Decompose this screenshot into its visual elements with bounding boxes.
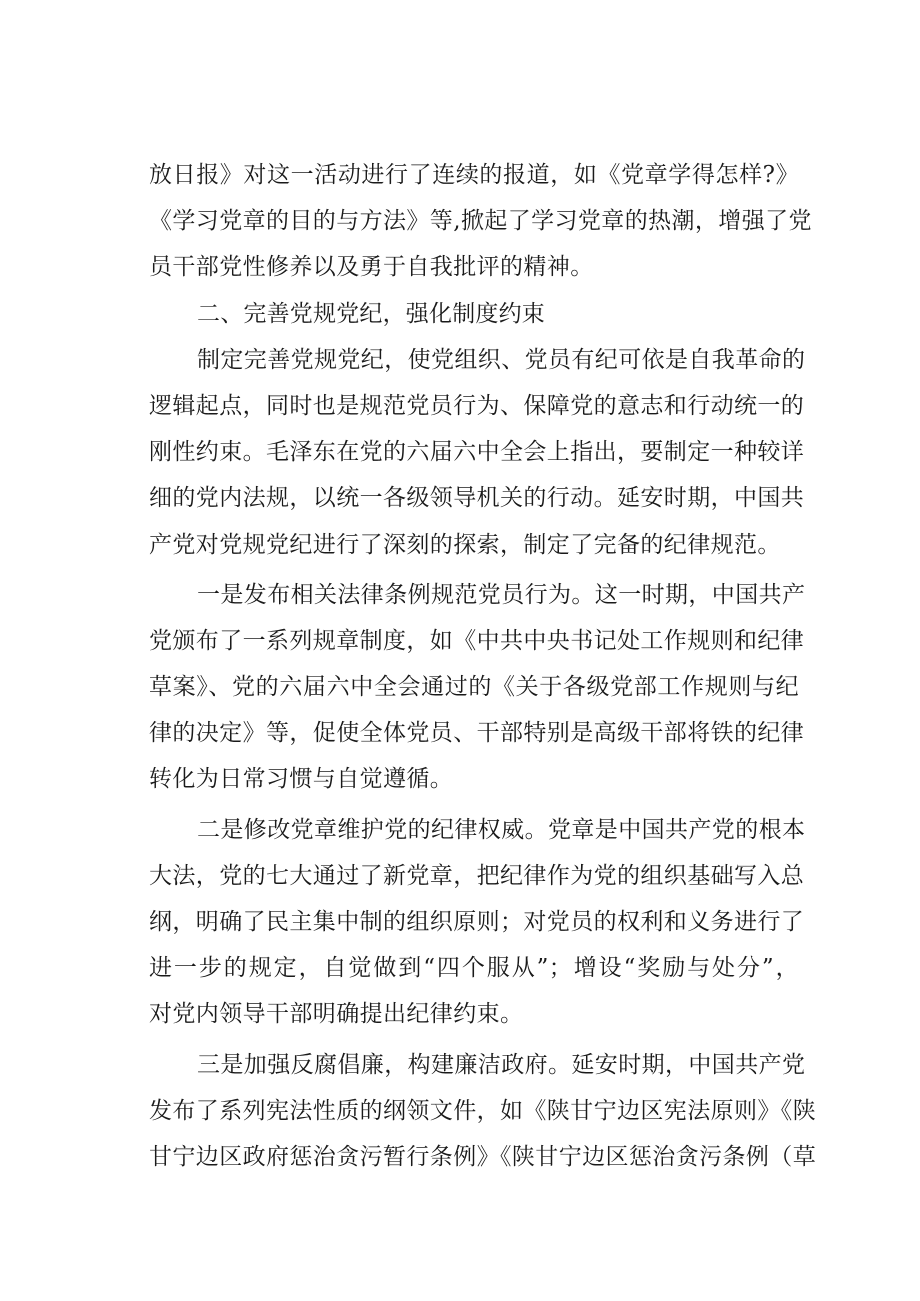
text-line: 草案》、党的六届六中全会通过的《关于各级党部工作规则与纪: [149, 674, 799, 701]
text-line: 纲，明确了民主集中制的组织原则；对党员的权利和义务进行了: [149, 909, 805, 935]
text-line: 逻辑起点，同时也是规范党员行为、保障党的意志和行动统一的: [149, 392, 805, 419]
text-line: 一是发布相关法律条例规范党员行为。这一时期，中国共产: [197, 581, 806, 608]
text-line: 党颁布了一系列规章制度，如《中共中央书记处工作规则和纪律: [149, 627, 805, 654]
paragraph-1: [149, 337, 806, 568]
text-line: 甘宁边区政府惩治贪污暂行条例》《陕甘宁边区惩治贪污条例（草: [149, 1143, 817, 1170]
text-line: 产党对党规党纪进行了深刻的探索，制定了完备的纪律规范。: [149, 531, 781, 558]
intro-paragraph: [149, 152, 812, 291]
text-line: 大法，党的七大通过了新党章，把纪律作为党的组织基础写入总: [149, 862, 805, 889]
text-line: 放日报》对这一活动进行了连续的报道，如《党章学得怎样?》: [149, 162, 799, 188]
text-line: 进一步的规定，自觉做到“四个服从”；增设“奖励与处分”，: [149, 955, 799, 982]
text-line: 律的决定》等，促使全体党员、干部特别是高级干部将铁的纪律: [149, 720, 805, 747]
text-line: 三是加强反腐倡廉，构建廉洁政府。延安时期，中国共产党: [197, 1051, 806, 1078]
text-line: 《学习党章的目的与方法》等,掀起了学习党章的热潮，增强了党: [149, 208, 812, 235]
text-line: 细的党内法规，以统一各级领导机关的行动。延安时期，中国共: [149, 485, 805, 512]
text-line: 制定完善党规党纪，使党组织、党员有纪可依是自我革命的: [197, 346, 806, 373]
text-line: 转化为日常习惯与自觉遵循。: [149, 766, 454, 793]
text-line: 二是修改党章维护党的纪律权威。党章是中国共产党的根本: [197, 816, 806, 843]
document-page: [149, 152, 817, 1180]
text-line: 发布了系列宪法性质的纲领文件，如《陕甘宁边区宪法原则》《陕: [149, 1097, 817, 1124]
section-heading: 二、完善党规党纪，强化制度约束: [197, 300, 545, 327]
paragraph-3: [149, 807, 806, 1038]
text-line: 刚性约束。毛泽东在党的六届六中全会上指出，要制定一种较详: [149, 439, 805, 466]
paragraph-4: [149, 1042, 817, 1181]
paragraph-2: [149, 572, 806, 803]
text-line: 对党内领导干部明确提出纪律约束。: [149, 1001, 524, 1028]
text-line: 员干部党性修养以及勇于自我批评的精神。: [149, 254, 594, 281]
